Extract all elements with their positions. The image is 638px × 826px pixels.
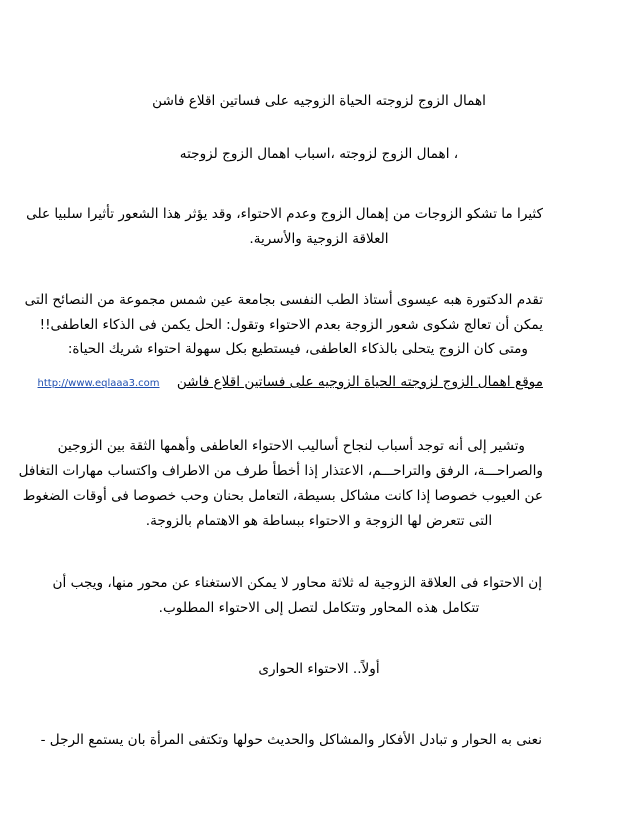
para3-line2: والصراحـــة، الرفق والتراحـــم، الاعتذار إذا أخطأ طرف من الاطراف واكتساب مهارات التغافل (18, 463, 543, 479)
para5-line1: نعنى به الحوار و تبادل الأفكار والمشاكل والحديث حولها وتكتفى المرأة بان يستمع الرجل - (40, 732, 542, 748)
source-site-link[interactable]: موقع اهمال الزوج لزوجته الحياة الزوجيه على فساتين اقلاع فاشن (176, 374, 543, 390)
document-subtitle: ، اهمال الزوج لزوجته ،اسباب اهمال الزوج لزوجته (179, 146, 459, 162)
para1-line1: كثيرا ما تشكو الزوجات من إهمال الزوج وعدم الاحتواء، وقد يؤثر هذا الشعور تأثيرا سلبيا على (26, 206, 543, 222)
para1-line2: العلاقة الزوجية والأسرية. (249, 231, 389, 247)
para3-line1: وتشير إلى أنه توجد أسباب لنجاح أساليب الاحتواء العاطفى وأهمها الثقة بين الزوجين (57, 438, 525, 454)
para3-line4: التى تتعرض لها الزوجة و الاحتواء ببساطة هو الاهتمام بالزوجة. (145, 513, 493, 529)
source-url-link[interactable]: http://www.eqlaaa3.com (37, 378, 160, 389)
para2-line3: ومتى كان الزوج يتحلى بالذكاء العاطفى، فيستطيع بكل سهولة احتواء شريك الحياة: (67, 341, 528, 357)
section-heading: أولاً.. الاحتواء الحوارى (258, 661, 380, 677)
para2-line1: تقدم الدكتورة هبه عيسوى أستاذ الطب النفسى بجامعة عين شمس مجموعة من النصائح التى (24, 292, 543, 308)
para2-line2: يمكن أن تعالج شكوى شعور الزوجة بعدم الاحتواء وتقول: الحل يكمن فى الذكاء العاطفى!! (39, 317, 543, 333)
document-title: اهمال الزوج لزوجته الحياة الزوجيه على فساتين اقلاع فاشن (152, 93, 486, 109)
para4-line1: إن الاحتواء فى العلاقة الزوجية له ثلاثة محاور لا يمكن الاستغناء عن محور منها، ويجب أن (52, 575, 542, 591)
source-line (38, 373, 543, 393)
para4-line2: تتكامل هذه المحاور وتتكامل لتصل إلى الاحتواء المطلوب. (158, 600, 480, 616)
para3-line3: عن العيوب خصوصا إذا كانت مشاكل بسيطة، التعامل بحنان وحب خصوصا فى أوقات الضغوط (22, 488, 543, 504)
